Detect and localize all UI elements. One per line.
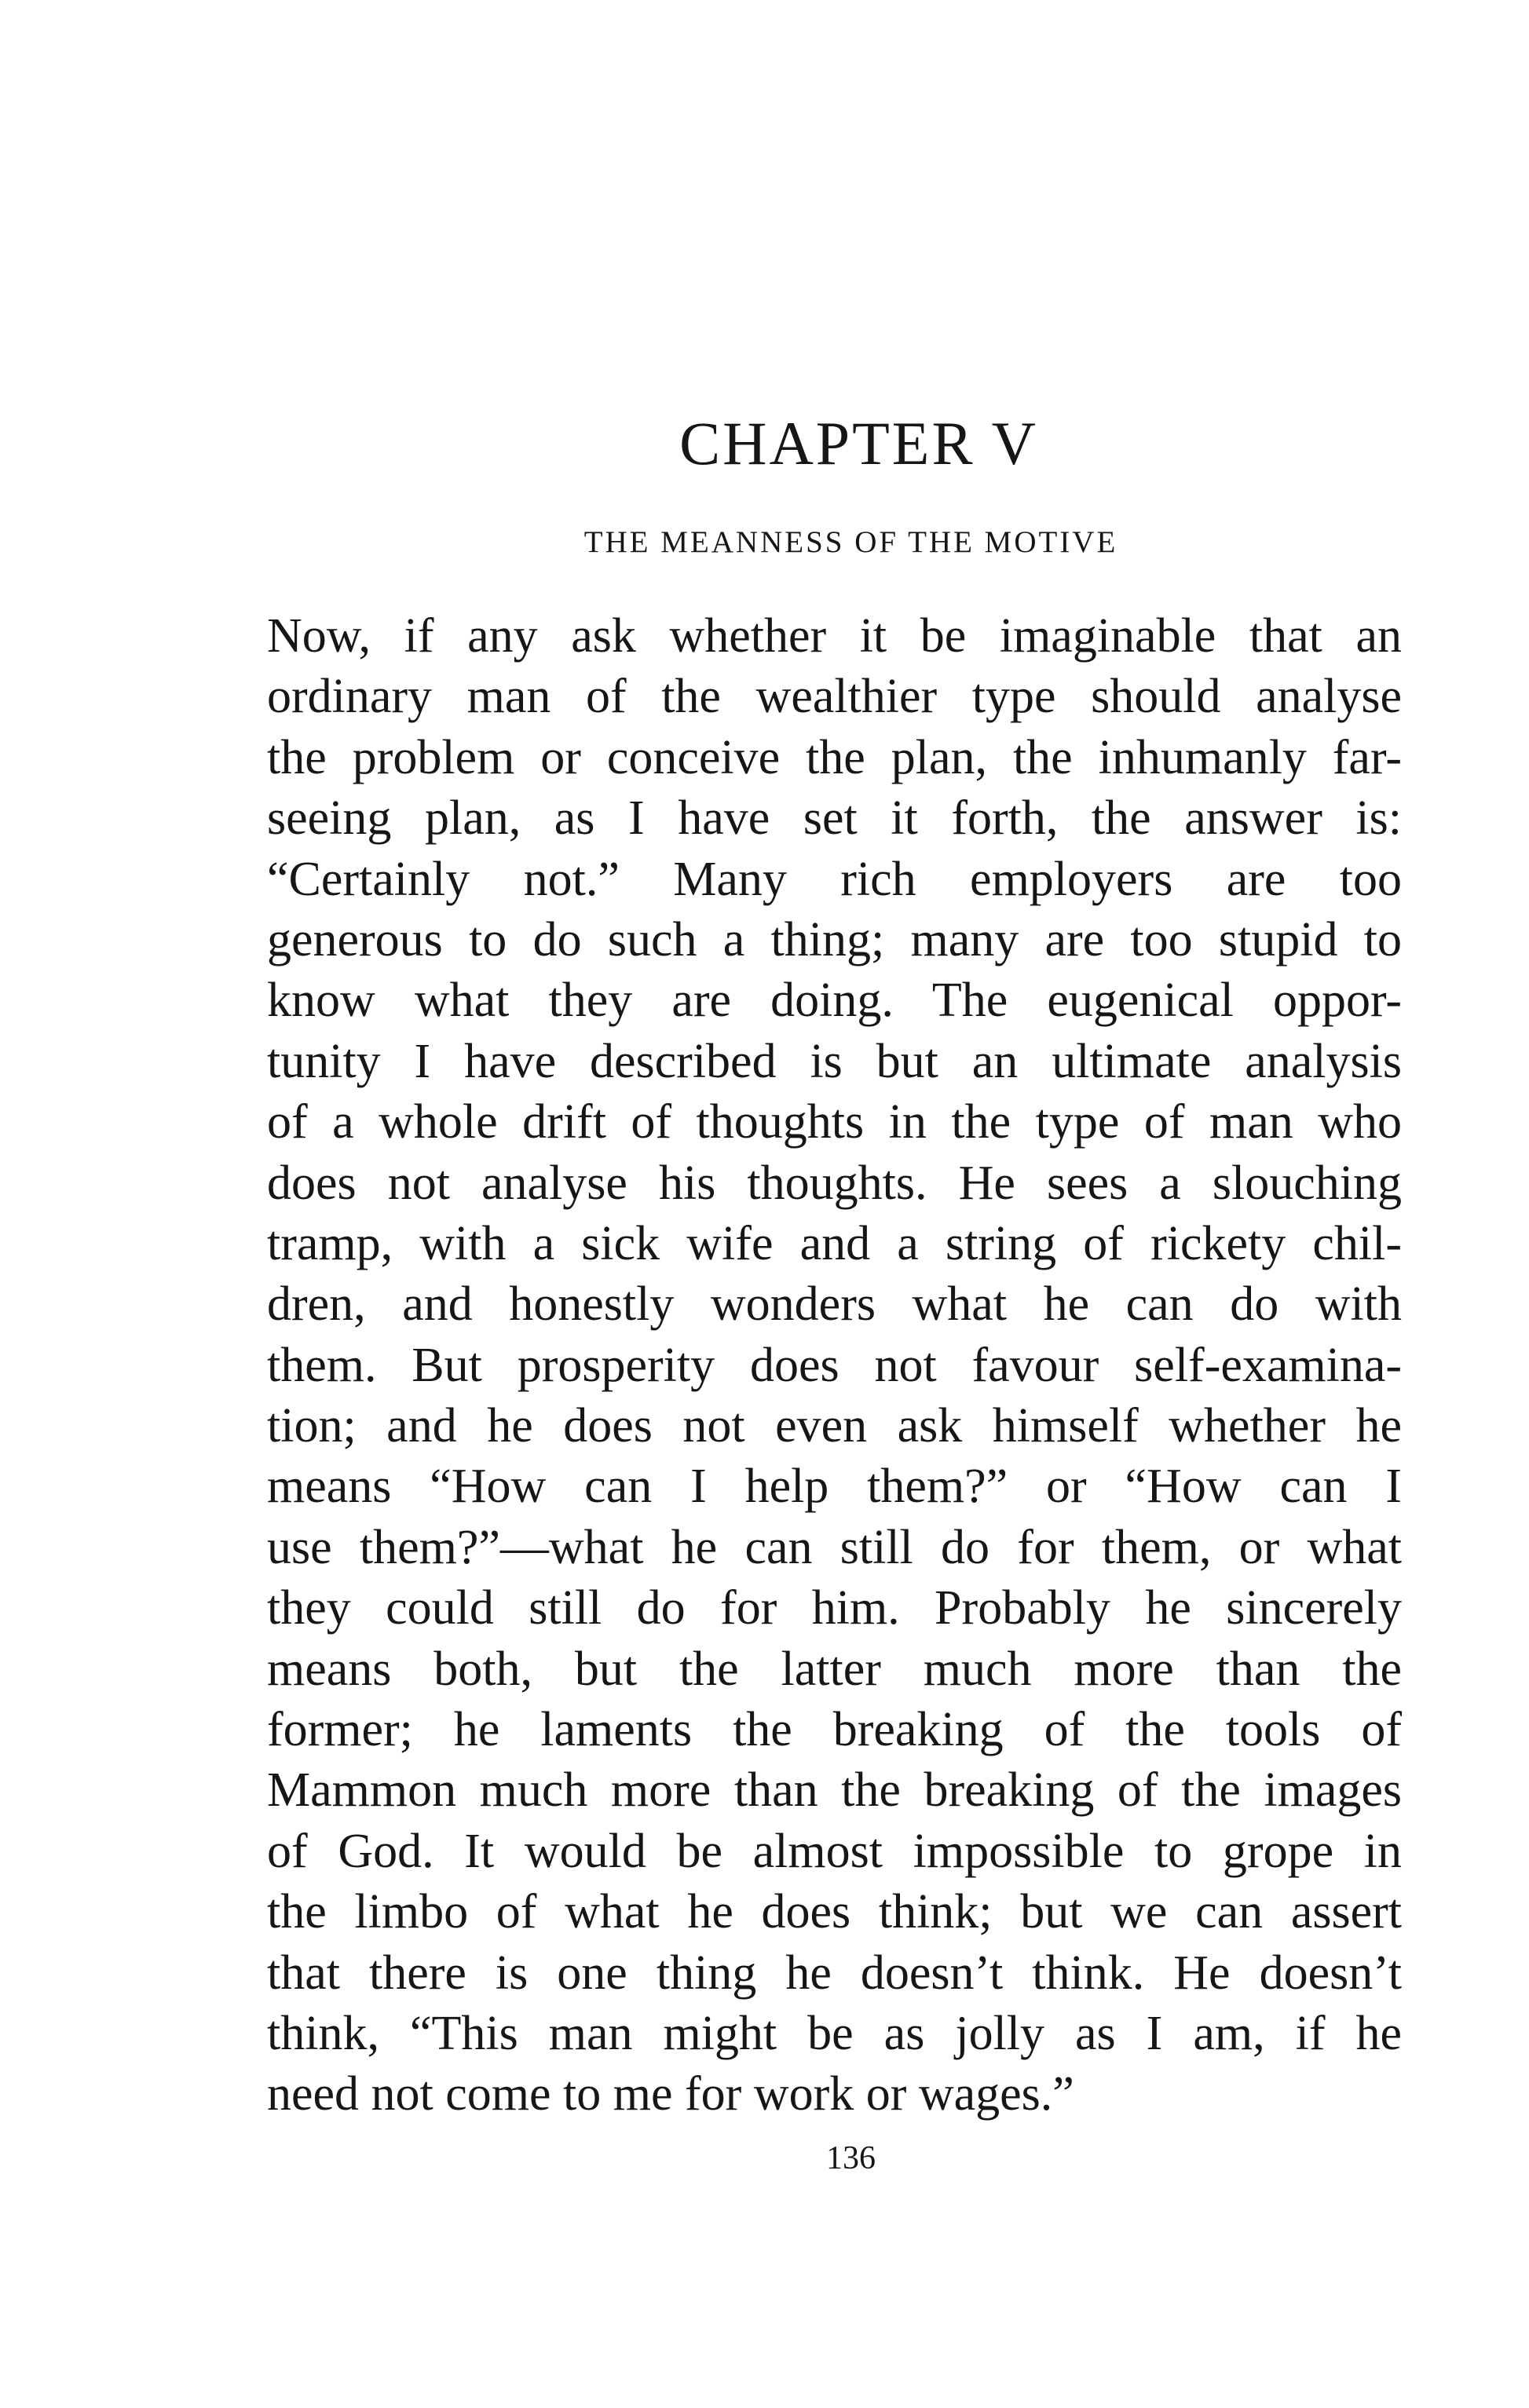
- text-line: tunity I have described is but an ultimate analysis: [267, 1034, 1402, 1088]
- text-line: generous to do such a thing; many are too stupid to: [267, 912, 1402, 966]
- text-line: does not analyse his thoughts. He sees a slouching: [267, 1156, 1402, 1210]
- chapter-title: THE MEANNESS OF THE MOTIVE: [583, 525, 1118, 559]
- text-line: the limbo of what he does think; but we can assert: [267, 1885, 1402, 1939]
- text-line: ordinary man of the wealthier type should analyse: [267, 670, 1402, 724]
- text-line: tion; and he does not even ask himself whether he: [267, 1399, 1402, 1453]
- text-line: of a whole drift of thoughts in the type of man who: [267, 1095, 1402, 1149]
- text-line: former; he laments the breaking of the tools of: [267, 1703, 1402, 1757]
- text-line: means both, but the latter much more than the: [267, 1642, 1402, 1696]
- text-line: know what they are doing. The eugenical oppor-: [267, 974, 1402, 1028]
- text-line: think, “This man might be as jolly as I am, if he: [267, 2006, 1402, 2060]
- text-line: Mammon much more than the breaking of the images: [267, 1763, 1402, 1818]
- text-line: the problem or conceive the plan, the inhumanly far-: [267, 730, 1402, 784]
- text-line: use them?”—what he can still do for them, or what: [267, 1520, 1402, 1574]
- text-line: them. But prosperity does not favour self-examina-: [267, 1338, 1402, 1392]
- text-line: dren, and honestly wonders what he can do with: [267, 1277, 1402, 1332]
- text-line: they could still do for him. Probably he sincerely: [267, 1581, 1402, 1635]
- text-line: of God. It would be almost impossible to grope in: [267, 1824, 1402, 1878]
- page-number: 136: [826, 2140, 876, 2176]
- body-paragraph: [267, 606, 1402, 2125]
- text-line: seeing plan, as I have set it forth, the answer is:: [267, 791, 1402, 846]
- text-line: that there is one thing he doesn’t think. He doesn’t: [267, 1946, 1402, 2000]
- text-line: need not come to me for work or wages.”: [267, 2067, 1074, 2121]
- text-line: Now, if any ask whether it be imaginable that an: [267, 609, 1402, 663]
- text-line: means “How can I help them?” or “How can I: [267, 1460, 1402, 1514]
- text-line: “Certainly not.” Many rich employers are too: [267, 852, 1402, 906]
- chapter-number: CHAPTER V: [679, 409, 1038, 477]
- text-line: tramp, with a sick wife and a string of rickety chil-: [267, 1216, 1402, 1270]
